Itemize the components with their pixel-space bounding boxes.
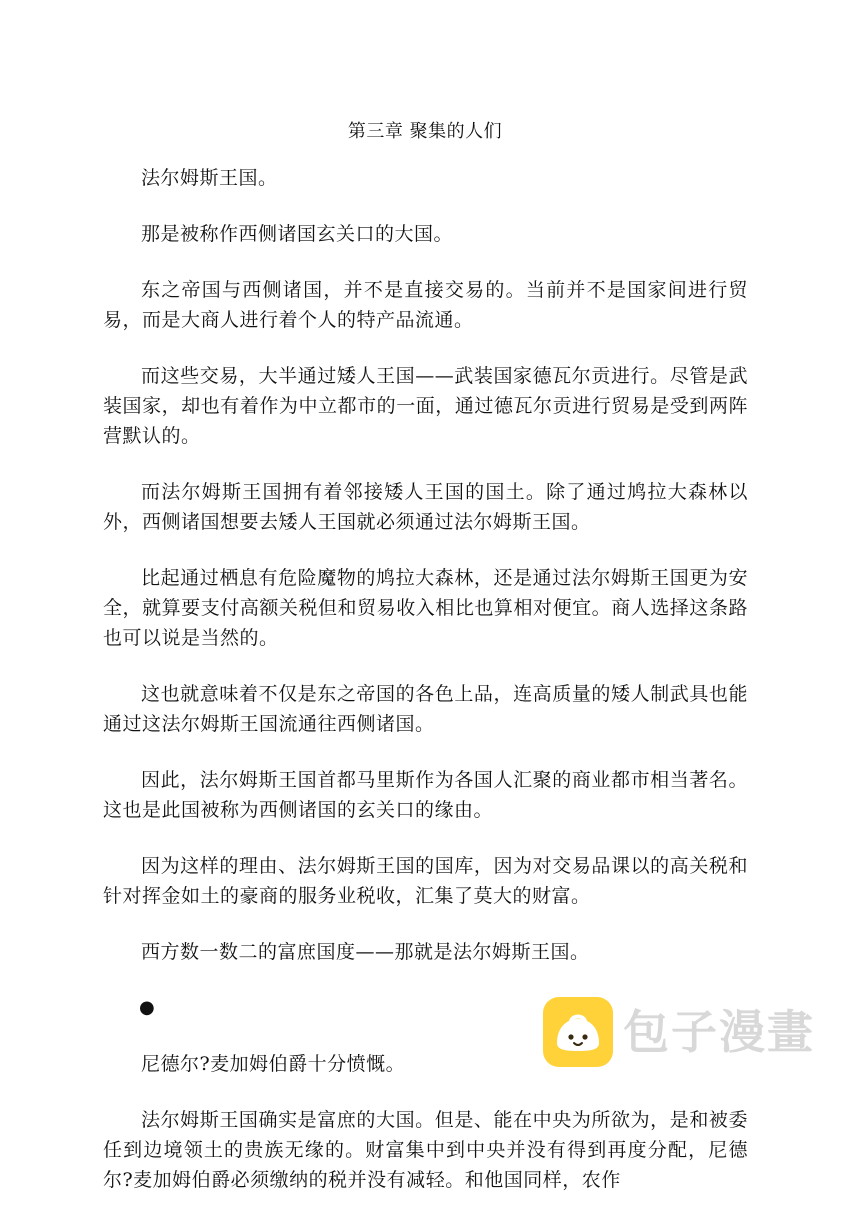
paragraph: 而这些交易，大半通过矮人王国——武装国家德瓦尔贡进行。尽管是武装国家，却也有着作为中立都市的一面，通过德瓦尔贡进行贸易是受到两阵营默认的。: [103, 365, 748, 447]
paragraph: 因为这样的理由、法尔姆斯王国的国库，因为对交易品课以的高关税和针对挥金如土的豪商的服务业税收，汇集了莫大的财富。: [103, 855, 748, 907]
paragraph: 那是被称作西侧诸国玄关口的大国。: [141, 223, 454, 245]
paragraph: 尼德尔?麦加姆伯爵十分愤慨。: [141, 1053, 406, 1075]
paragraph: 而法尔姆斯王国拥有着邻接矮人王国的国土。除了通过鸠拉大森林以外，西侧诸国想要去矮人王国就必须通过法尔姆斯王国。: [103, 481, 748, 533]
section-divider-bullet: ●: [139, 997, 156, 1018]
paragraph: 法尔姆斯王国确实是富庶的大国。但是、能在中央为所欲为，是和被委任到边境领土的贵族无缘的。财富集中到中央并没有得到再度分配，尼德尔?麦加姆伯爵必须缴纳的税并没有减轻。和他国同样，农作: [103, 1109, 748, 1191]
paragraph: 东之帝国与西侧诸国，并不是直接交易的。当前并不是国家间进行贸易，而是大商人进行着个人的特产品流通。: [103, 279, 748, 331]
paragraph: 这也就意味着不仅是东之帝国的各色上品，连高质量的矮人制武具也能通过这法尔姆斯王国流通往西侧诸国。: [103, 683, 748, 735]
paragraph: 法尔姆斯王国。: [141, 167, 278, 189]
watermark-text: 包子漫畫: [623, 1005, 815, 1059]
paragraph: 因此，法尔姆斯王国首都马里斯作为各国人汇聚的商业都市相当著名。这也是此国被称为西侧诸国的玄关口的缘由。: [103, 769, 748, 821]
watermark: [543, 995, 833, 1069]
paragraph: 西方数一数二的富庶国度——那就是法尔姆斯王国。: [141, 941, 590, 963]
bun-mascot-icon: [543, 997, 613, 1067]
paragraph: 比起通过栖息有危险魔物的鸠拉大森林，还是通过法尔姆斯王国更为安全，就算要支付高额关税但和贸易收入相比也算相对便宜。商人选择这条路也可以说是当然的。: [103, 567, 748, 649]
chapter-title: 第三章 聚集的人们: [347, 121, 503, 142]
